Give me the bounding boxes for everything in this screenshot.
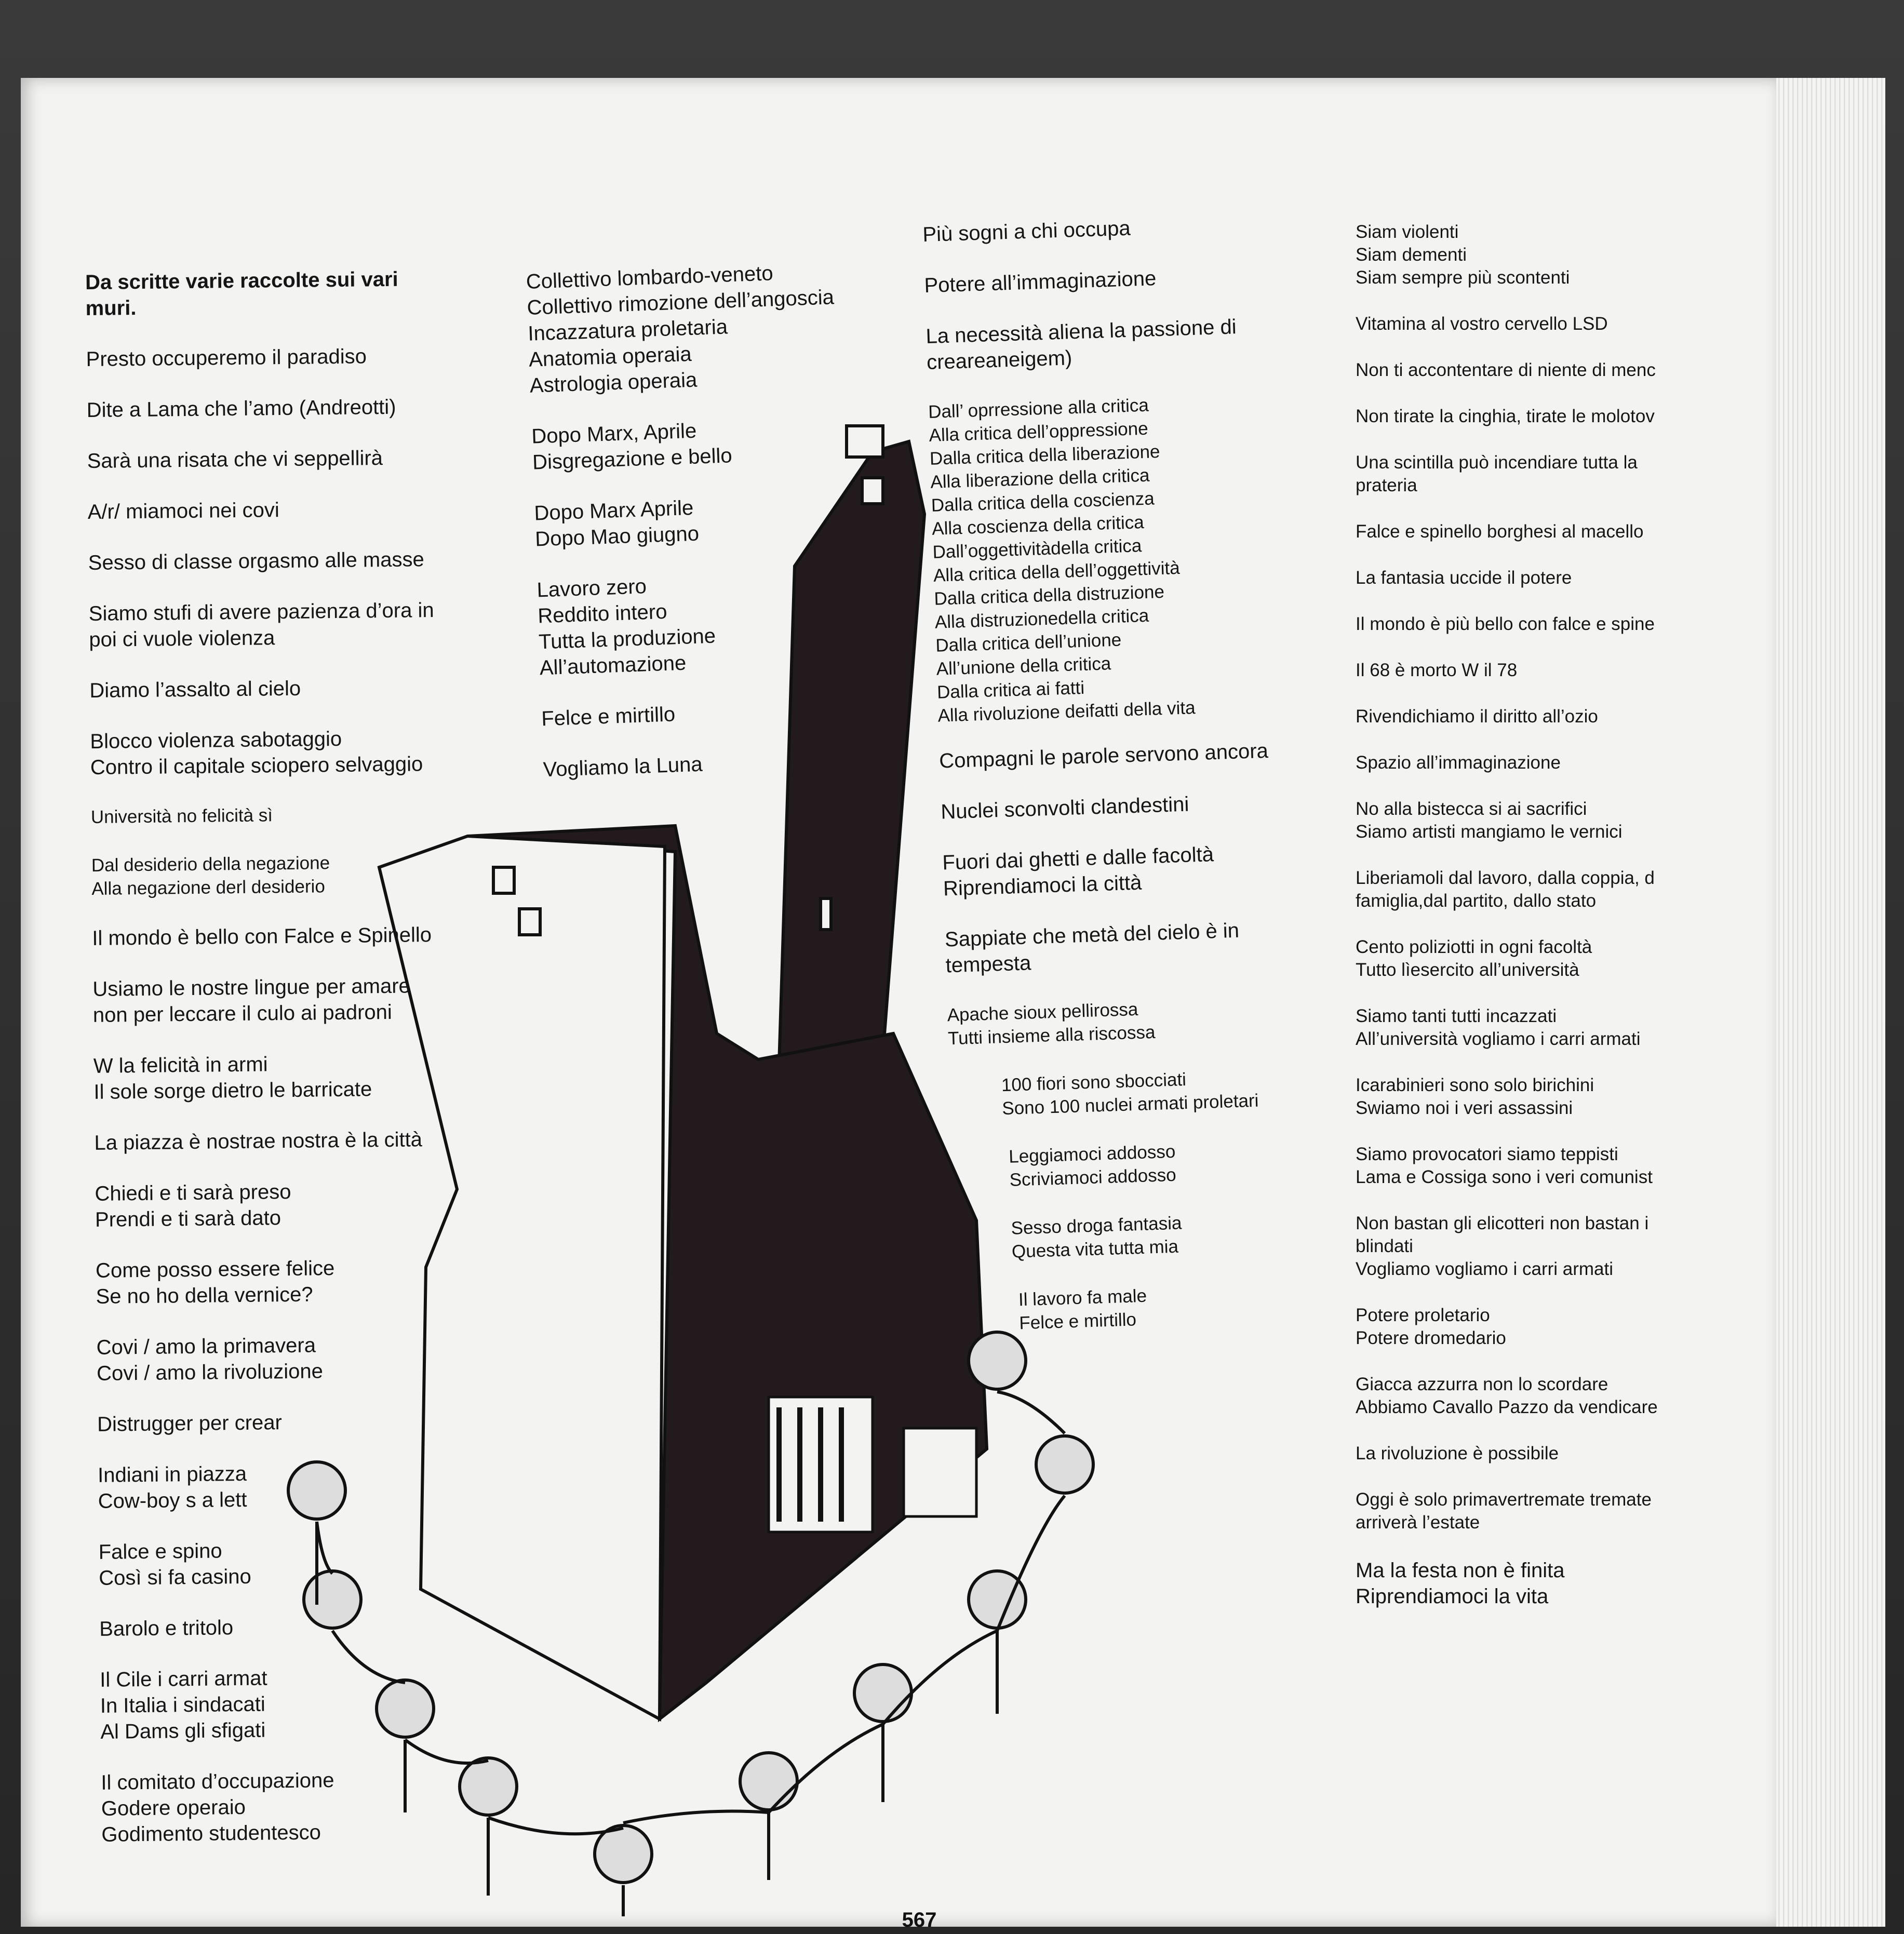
graffiti-line: Indiani in piazza Cow-boy s a lett: [97, 1462, 247, 1513]
graffiti-line: Presto occuperemo il paradiso: [86, 345, 367, 371]
graffiti-line: Ma la festa non è finita Riprendiamoci la vita: [1356, 1559, 1565, 1608]
graffiti-line: Usiamo le nostre lingue per amare non per leccare il culo ai padroni: [92, 974, 410, 1027]
graffiti-line: Università no felicità sì: [90, 805, 273, 827]
graffiti-line: Dite a Lama che l’amo (Andreotti): [86, 395, 396, 422]
graffiti-line: Dopo Marx Aprile Dopo Mao giugno: [533, 496, 700, 551]
graffiti-line: Non tirate la cinghia, tirate le molotov: [1356, 406, 1655, 426]
graffiti-line: Vitamina al vostro cervello LSD: [1356, 314, 1608, 334]
graffiti-line: Dall’ oprressione alla critica Alla critica dell’oppressione Dalla critica della liberazione Alla liberazione della critica Dalla critica della coscienza Alla coscienza della critica Dall’oggettivitàdella critica Alla critica della dell’oggettività Dalla critica della distruzione Alla distruzionedella critica Dalla critica dell’unione All’unione della critica Dalla critica ai fatti Alla rivoluzione deifatti della vita: [928, 395, 1196, 726]
graffiti-line: No alla bistecca si ai sacrifici Siamo artisti mangiamo le vernici: [1356, 799, 1623, 842]
graffiti-line: Falce e spinello borghesi al macello: [1356, 521, 1644, 542]
book-page: [21, 78, 1776, 1931]
graffiti-line: Icarabinieri sono solo birichini Swiamo noi i veri assassini: [1356, 1075, 1594, 1118]
graffiti-line: Blocco violenza sabotaggio Contro il capitale sciopero selvaggio: [90, 727, 423, 779]
graffiti-line: Sesso di classe orgasmo alle masse: [88, 548, 424, 574]
graffiti-line: Il lavoro fa male Felce e mirtillo: [1018, 1285, 1147, 1334]
graffiti-line: Compagni le parole servono ancora: [938, 739, 1269, 773]
graffiti-line: 100 fiori sono sbocciati Sono 100 nuclei armati proletari: [1001, 1069, 1259, 1119]
graffiti-line: Siam violenti Siam dementi Siam sempre più scontenti: [1356, 222, 1570, 288]
graffiti-line: Il Cile i carri armat In Italia i sindacati Al Dams gli sfigati: [100, 1667, 267, 1743]
graffiti-line: Il 68 è morto W il 78: [1356, 660, 1518, 680]
graffiti-line: Siamo stufi di avere pazienza d’ora in poi ci vuole violenza: [88, 599, 434, 651]
graffiti-line: Chiedi e ti sarà preso Prendi e ti sarà dato: [95, 1180, 291, 1231]
graffiti-line: Diamo l’assalto al cielo: [89, 677, 301, 702]
graffiti-line: La necessità aliena la passione di creareaneigem): [925, 315, 1237, 374]
graffiti-line: Lavoro zero Reddito intero Tutta la produzione All’automazione: [536, 575, 716, 680]
graffiti-line: La fantasia uccide il potere: [1356, 568, 1572, 588]
graffiti-line: Siamo provocatori siamo teppisti Lama e Cossiga sono i veri comunist: [1356, 1144, 1653, 1187]
graffiti-line: W la felicità in armi Il sole sorge dietro le barricate: [93, 1053, 372, 1104]
graffiti-line: Falce e spino Così si fa casino: [98, 1539, 251, 1590]
graffiti-line: Una scintilla può incendiare tutta la prateria: [1356, 452, 1638, 495]
column-4: [1356, 221, 1719, 1633]
column-2: [526, 256, 918, 808]
graffiti-line: Il mondo è bello con Falce e Spinello: [92, 923, 432, 950]
graffiti-line: Nuclei sconvolti clandestini: [940, 793, 1189, 824]
graffiti-line: Come posso essere felice Se no ho della vernice?: [95, 1257, 335, 1308]
graffiti-line: Il mondo è più bello con falce e spine: [1356, 614, 1655, 634]
graffiti-line: Covi / amo la primavera Covi / amo la rivoluzione: [96, 1334, 324, 1385]
graffiti-line: Collettivo lombardo-veneto Collettivo rimozione dell’angoscia Incazzatura proletaria Anatomia operaia Astrologia operaia: [526, 262, 835, 397]
graffiti-line: Giacca azzurra non lo scordare Abbiamo Cavallo Pazzo da vendicare: [1356, 1374, 1658, 1417]
graffiti-line: Distrugger per crear: [97, 1411, 283, 1436]
graffiti-line: Felce e mirtillo: [541, 703, 676, 731]
graffiti-line: Liberiamoli dal lavoro, dalla coppia, d famiglia,dal partito, dallo stato: [1356, 868, 1655, 911]
graffiti-line: Dopo Marx, Aprile Disgregazione e bello: [531, 419, 733, 474]
graffiti-line: Potere proletario Potere dromedario: [1356, 1305, 1506, 1348]
graffiti-line: A/r/ miamoci nei covi: [87, 499, 279, 523]
graffiti-line: La rivoluzione è possibile: [1356, 1443, 1559, 1463]
graffiti-line: Siamo tanti tutti incazzati All’università vogliamo i carri armati: [1356, 1006, 1641, 1049]
graffiti-line: Vogliamo la Luna: [543, 753, 703, 782]
graffiti-line: La piazza è nostrae nostra è la città: [94, 1128, 423, 1154]
book-page-edges: [1766, 78, 1885, 1927]
graffiti-line: Dal desiderio della negazione Alla negazione derl desiderio: [91, 853, 330, 899]
graffiti-line: Sesso droga fantasia Questa vita tutta mia: [1011, 1213, 1182, 1262]
graffiti-line: Più sogni a chi occupa: [922, 217, 1131, 247]
graffiti-line: Il comitato d’occupazione Godere operaio Godimento studentesco: [101, 1769, 334, 1846]
page-number: 567: [902, 1909, 937, 1931]
graffiti-line: Potere all’immaginazione: [923, 267, 1157, 298]
graffiti-line: Spazio all’immaginazione: [1356, 753, 1561, 773]
graffiti-line: Leggiamoci addosso Scriviamoci addosso: [1008, 1141, 1177, 1190]
column-1: [85, 265, 491, 1873]
graffiti-line: Barolo e tritolo: [99, 1616, 234, 1641]
graffiti-line: Oggi è solo primavertremate tremate arriverà l’estate: [1356, 1489, 1652, 1533]
column-1-heading: Da scritte varie raccolte sui vari muri.: [85, 267, 398, 320]
graffiti-line: Non ti accontentare di niente di menc: [1356, 360, 1656, 380]
graffiti-line: Rivendichiamo il diritto all’ozio: [1356, 706, 1598, 727]
column-3: [922, 210, 1343, 1362]
graffiti-line: Cento poliziotti in ogni facoltà Tutto lìesercito all’università: [1356, 937, 1592, 980]
graffiti-line: Apache sioux pellirossa Tutti insieme alla riscossa: [947, 999, 1156, 1049]
graffiti-line: Non bastan gli elicotteri non bastan i blindati Vogliamo vogliamo i carri armati: [1356, 1213, 1649, 1279]
graffiti-line: Sappiate che metà del cielo è in tempesta: [944, 919, 1240, 977]
graffiti-line: Sarà una risata che vi seppellirà: [87, 447, 383, 473]
graffiti-line: Fuori dai ghetti e dalle facoltà Riprendiamoci la città: [942, 843, 1214, 901]
